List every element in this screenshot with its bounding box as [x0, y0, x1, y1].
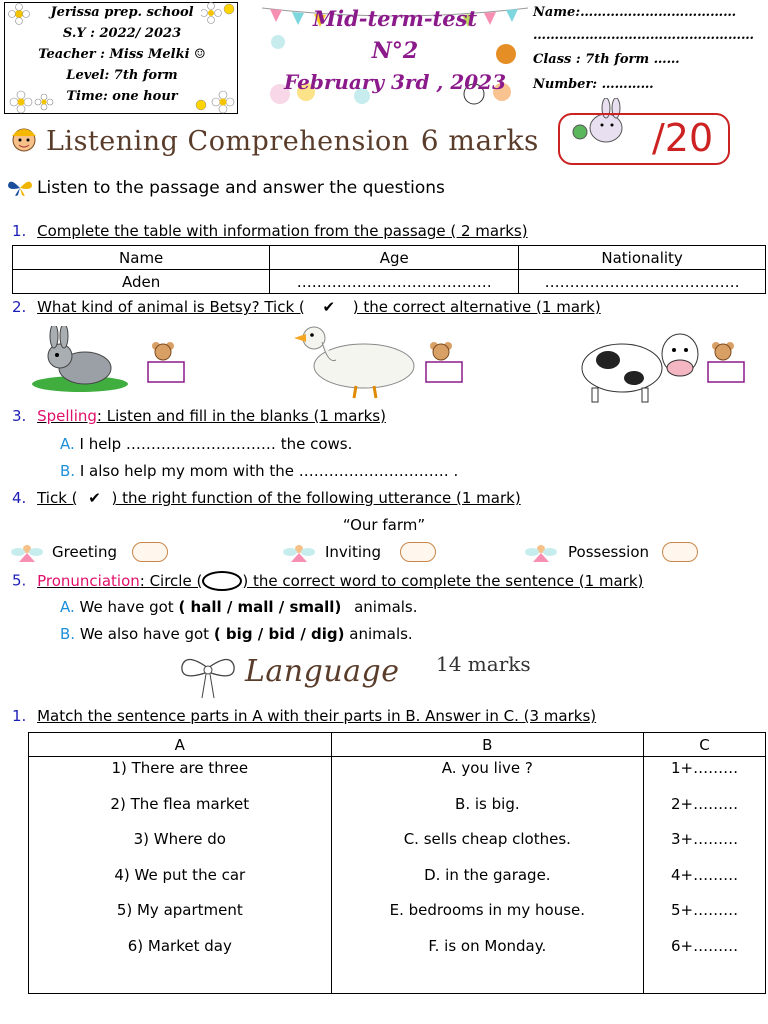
listening-title	[46, 124, 539, 157]
question-text: : Circle (	[139, 571, 203, 590]
cloud-tick-box[interactable]	[662, 542, 698, 562]
question-text: : Listen and fill in the blanks (1 marks)	[96, 407, 386, 425]
spelling-label: Spelling	[37, 407, 97, 425]
student-name-dots: ……………………………………………	[533, 28, 754, 43]
school-name: Jerissa prep. school	[50, 5, 194, 20]
answer-blank[interactable]: 3+………	[670, 830, 739, 848]
table-header: Nationality	[519, 246, 766, 270]
table-cell: B. is big.	[455, 794, 520, 813]
test-date: February 3rd , 2023	[284, 70, 506, 94]
column-a	[29, 757, 332, 994]
question-number: 5.	[12, 571, 27, 590]
item-letter: B.	[60, 462, 76, 480]
question-text: ) the correct alternative (1 mark)	[352, 298, 601, 316]
table-cell: F. is on Monday.	[428, 936, 547, 955]
option-greeting: Greeting	[52, 543, 117, 561]
table-cell: 6) Market day	[127, 936, 232, 955]
total-score: /20	[652, 116, 714, 160]
bow-icon	[178, 652, 238, 700]
teddy-tick-box[interactable]	[146, 340, 188, 386]
nationality-blank[interactable]: …………………………………	[519, 270, 766, 294]
table-cell: 1) There are three	[111, 759, 249, 777]
listening-q1	[12, 222, 528, 240]
item-text: We also have got	[79, 625, 210, 643]
table-cell: A. you live ?	[441, 759, 533, 777]
function-options	[10, 541, 768, 565]
question-number: 4.	[12, 489, 27, 507]
question-text: Complete the table with information from the passage ( 2 marks)	[37, 222, 528, 240]
score-box	[558, 113, 730, 165]
table-cell: C. sells cheap clothes.	[403, 830, 571, 848]
answer-blank[interactable]: 2+………	[670, 794, 739, 813]
item-text: animals.	[354, 598, 418, 616]
question-number: 1.	[12, 222, 27, 240]
table-cell: 2) The flea market	[110, 794, 250, 813]
answer-blank[interactable]: 4+………	[670, 865, 739, 884]
listening-q5	[12, 571, 643, 591]
answer-blank[interactable]: 1+………	[670, 759, 739, 777]
item-letter: A.	[60, 435, 75, 453]
question-text: What kind of animal is Betsy? Tick (	[37, 298, 305, 316]
answer-blank[interactable]: 5+………	[670, 901, 739, 919]
fairy-icon	[10, 543, 44, 567]
fairy-icon	[282, 543, 316, 567]
item-letter: B.	[60, 625, 76, 643]
listening-q2	[12, 298, 601, 316]
column-b	[331, 757, 644, 994]
matching-table	[28, 732, 766, 994]
question-text: ) the correct word to complete the sentence (1 mark)	[242, 571, 644, 590]
option-inviting: Inviting	[325, 543, 382, 561]
listening-q3	[12, 407, 386, 425]
item-text: I help ………………………… the cows.	[79, 435, 353, 453]
test-number: N°2	[371, 38, 419, 64]
table-header: Name	[13, 246, 270, 270]
teddy-tick-box[interactable]	[424, 340, 466, 386]
student-name-field[interactable]: Name:………………………………	[533, 5, 737, 20]
item-text: We have got	[79, 598, 174, 616]
language-title: Language	[245, 654, 400, 689]
school-year: S.Y : 2022/ 2023	[62, 26, 182, 41]
info-table	[12, 245, 766, 294]
question-number: 1.	[12, 707, 27, 725]
student-number-field[interactable]: Number: …………	[533, 77, 654, 92]
table-header: B	[331, 733, 644, 757]
pronunciation-item-a	[60, 598, 418, 616]
language-q1	[12, 707, 596, 725]
option-possession: Possession	[568, 543, 650, 561]
table-cell: Aden	[13, 270, 270, 294]
table-cell: 3) Where do	[133, 830, 226, 848]
cloud-tick-box[interactable]	[400, 542, 436, 562]
test-time: Time: one hour	[66, 89, 178, 104]
teacher-name: Teacher : Miss Melki ☺	[38, 47, 206, 62]
level: Level: 7th form	[66, 68, 178, 83]
item-letter: A.	[60, 598, 75, 616]
school-info-box	[4, 2, 238, 114]
table-cell: 5) My apartment	[116, 901, 243, 919]
pronunciation-label: Pronunciation	[37, 571, 140, 590]
checkmark-icon: ✔	[88, 489, 101, 507]
checkmark-icon: ✔	[322, 298, 336, 316]
column-c	[644, 757, 766, 994]
table-header: C	[644, 733, 766, 757]
circle-icon	[202, 571, 242, 591]
table-cell: 4) We put the car	[114, 865, 246, 884]
word-choices[interactable]: ( big / bid / dig)	[213, 625, 345, 643]
table-header: Age	[270, 246, 519, 270]
fairy-icon	[524, 543, 558, 567]
word-choices[interactable]: ( hall / mall / small)	[178, 598, 342, 616]
kid-icon	[4, 122, 44, 158]
answer-blank[interactable]: 6+………	[670, 936, 739, 955]
rabbit-picture	[30, 326, 130, 394]
listening-q4	[12, 489, 521, 507]
butterfly-icon	[6, 177, 34, 199]
class-field[interactable]: Class : 7th form ……	[533, 52, 680, 67]
spelling-item-a[interactable]	[60, 435, 352, 453]
utterance: “Our farm”	[342, 516, 426, 534]
pronunciation-item-b	[60, 625, 413, 643]
table-cell: E. bedrooms in my house.	[389, 901, 586, 919]
question-number: 2.	[12, 298, 27, 316]
table-cell: D. in the garage.	[424, 865, 551, 884]
spelling-item-b[interactable]	[60, 462, 458, 480]
cow-picture	[578, 326, 708, 404]
teddy-tick-box[interactable]	[706, 340, 748, 386]
test-title-box	[262, 2, 528, 110]
table-header: A	[29, 733, 332, 757]
question-number: 3.	[12, 407, 27, 425]
duck-picture	[292, 324, 422, 400]
question-text: Match the sentence parts in A with their parts in B. Answer in C. (3 marks)	[37, 707, 597, 725]
age-blank[interactable]: …………………………………	[270, 270, 519, 294]
item-text: animals.	[349, 625, 413, 643]
question-text: Tick (	[37, 489, 78, 507]
listening-title-text: Listening Comprehension	[46, 126, 410, 157]
item-text: I also help my mom with the ………………………… .	[79, 462, 459, 480]
listening-marks: 6 marks	[420, 124, 539, 157]
cloud-tick-box[interactable]	[132, 542, 168, 562]
question-text: ) the right function of the following utterance (1 mark)	[111, 489, 521, 507]
language-marks: 14 marks	[436, 652, 531, 676]
test-title: Mid-term-test	[312, 6, 478, 31]
listening-instruction: Listen to the passage and answer the questions	[37, 178, 445, 198]
